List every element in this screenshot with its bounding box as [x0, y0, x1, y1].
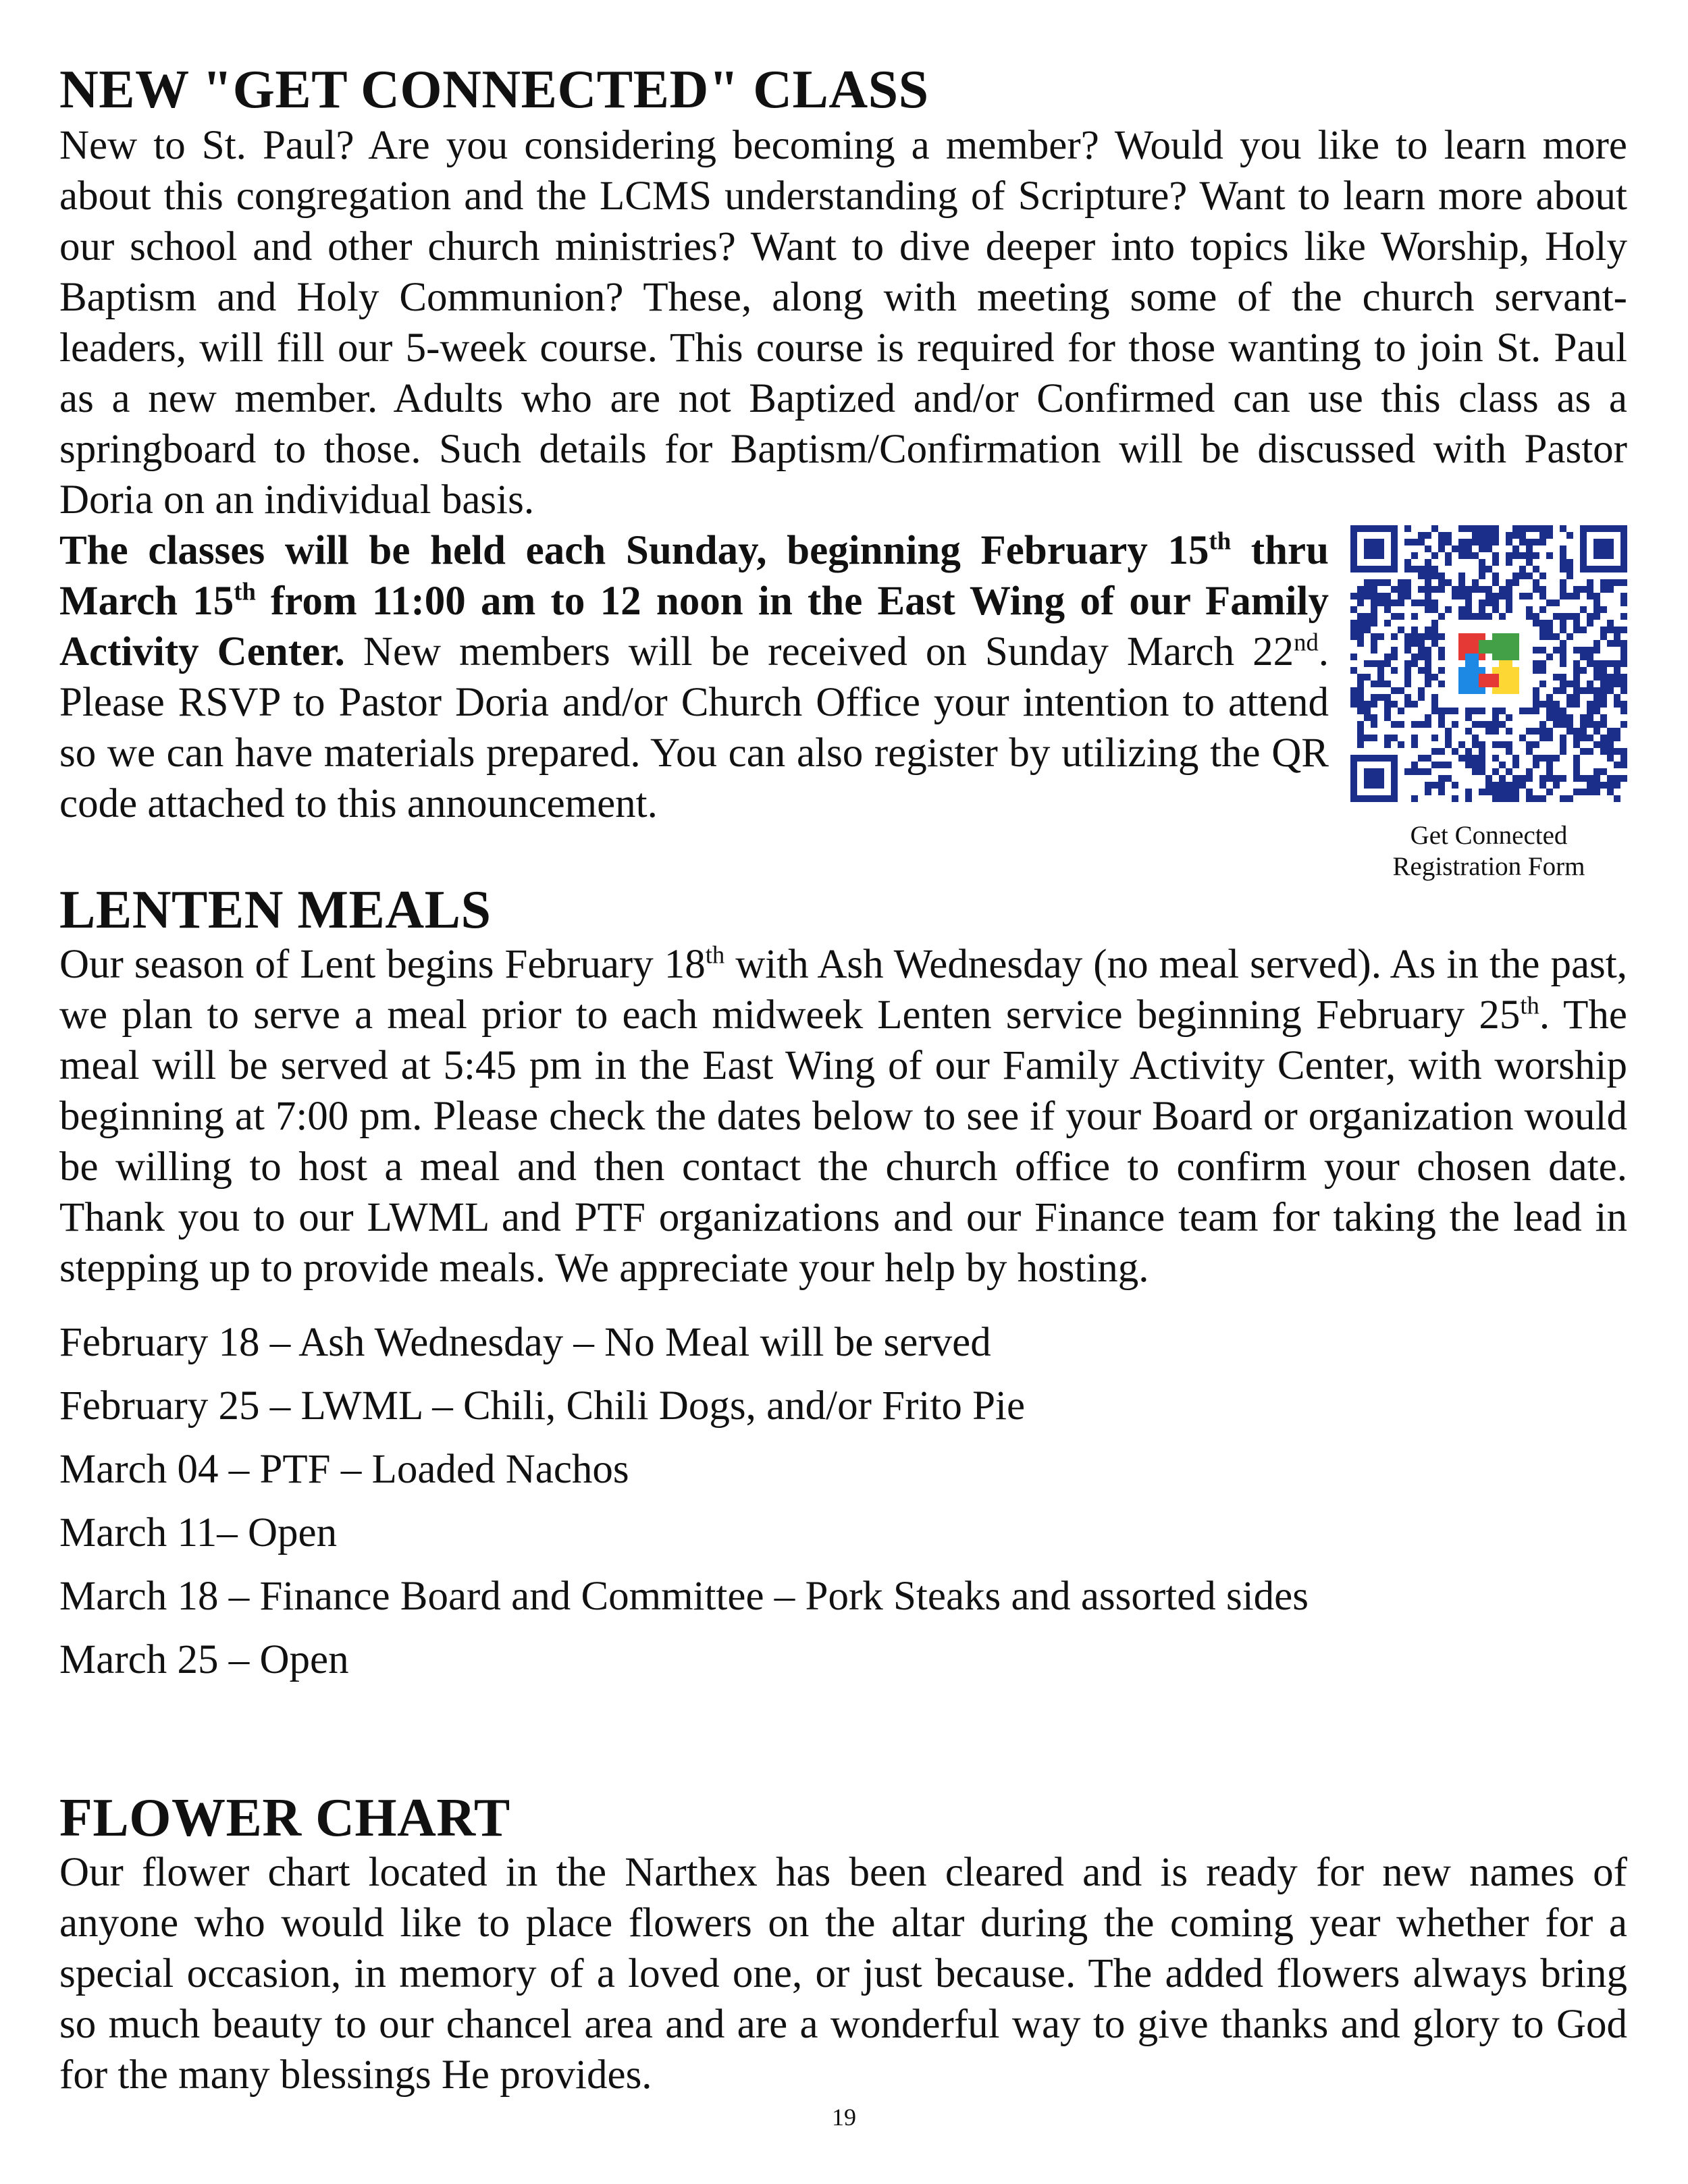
flower-chart-title: FLOWER CHART	[59, 1788, 510, 1848]
qr-caption-line-1: Get Connected	[1410, 821, 1568, 850]
lent-text-1: Our season of Lent begins February 18	[59, 942, 706, 987]
schedule-sup-1: th	[1209, 527, 1232, 555]
flower-chart-paragraph: Our flower chart located in the Narthex has been cleared and is ready for new names of anyone who would like to place flowers on the altar during the coming year whether for a special occasion, in memory of a loved one, or just because. The added flowers always bring so much beauty to our chancel area and are a wonderful way to give thanks and glory to God for the many blessings He provides.	[59, 1850, 1627, 2098]
get-connected-details	[59, 525, 1627, 881]
schedule-text-1: The classes will be held each Sunday, beginning February 15	[59, 528, 1209, 573]
list-item: March 11– Open	[59, 1510, 338, 1555]
get-connected-title: NEW "GET CONNECTED" CLASS	[59, 60, 929, 119]
new-members-text: New members will be received on Sunday March 22	[344, 629, 1294, 674]
get-connected-intro: New to St. Paul? Are you considering becoming a member? Would you like to learn more about this congregation and the LCMS understanding of Scripture? Want to learn more about our school and other church ministries? Want to dive deeper into topics like Worship, Holy Baptism and Holy Communion? These, along with meeting some of the church servant-leaders, will fill our 5-week course. This course is required for those wanting to join St. Paul as a new member. Adults who are not Baptized and/or Confirmed can use this class as a springboard to those. Such details for Baptism/Confirmation will be discussed with Pastor Doria on an individual basis.	[59, 123, 1627, 523]
lenten-meals-section	[59, 881, 1627, 1692]
list-item: March 25 – Open	[59, 1637, 349, 1682]
lent-text-2: with Ash Wednesday (no meal served). As in the past, we plan to serve a meal prior to each midweek Lenten service beginning February 25	[59, 942, 1627, 1038]
list-item: March 18 – Finance Board and Committee – Pork Steaks and assorted sides	[59, 1574, 1309, 1619]
flower-chart-section	[59, 1789, 1627, 2100]
lenten-meals-title: LENTEN MEALS	[59, 880, 492, 940]
list-item: March 04 – PTF – Loaded Nachos	[59, 1447, 629, 1492]
get-connected-section	[59, 60, 1627, 881]
rsvp-text: . Please RSVP to Pastor Doria and/or Church Office your intention to attend so we can have materials prepared. You can also register by utilizing the QR code attached to this announcement.	[59, 629, 1329, 826]
qr-code-block[interactable]	[1350, 525, 1627, 882]
lent-sup-2: th	[1520, 991, 1539, 1019]
get-connected-schedule	[59, 525, 1329, 829]
qr-caption-line-2: Registration Form	[1392, 852, 1585, 881]
lenten-meals-paragraph	[59, 939, 1627, 1294]
lent-text-3: . The meal will be served at 5:45 pm in the East Wing of our Family Activity Center, with worship beginning at 7:00 pm. Please check the dates below to see if your Board or organization would be willing to host a meal and then contact the church office to confirm your chosen date. Thank you to our LWML and PTF organizations and our Finance team for taking the lead in stepping up to provide meals. We appreciate your help by hosting.	[59, 992, 1627, 1291]
page-number: 19	[832, 2104, 856, 2131]
qr-code-image[interactable]	[1350, 525, 1627, 802]
list-item: February 18 – Ash Wednesday – No Meal will be served	[59, 1320, 991, 1365]
lent-sup-1: th	[705, 940, 725, 969]
schedule-sup-2: th	[234, 577, 256, 606]
new-members-sup: nd	[1294, 628, 1319, 656]
list-item: February 25 – LWML – Chili, Chili Dogs, and/or Frito Pie	[59, 1383, 1026, 1429]
schedule-text-2: thru March 15	[59, 528, 1329, 624]
meal-schedule-list	[59, 1311, 1627, 1692]
qr-caption	[1350, 820, 1627, 882]
schedule-text-3: from 11:00 am to 12 noon in the East Wing of our Family Activity Center.	[59, 579, 1329, 674]
